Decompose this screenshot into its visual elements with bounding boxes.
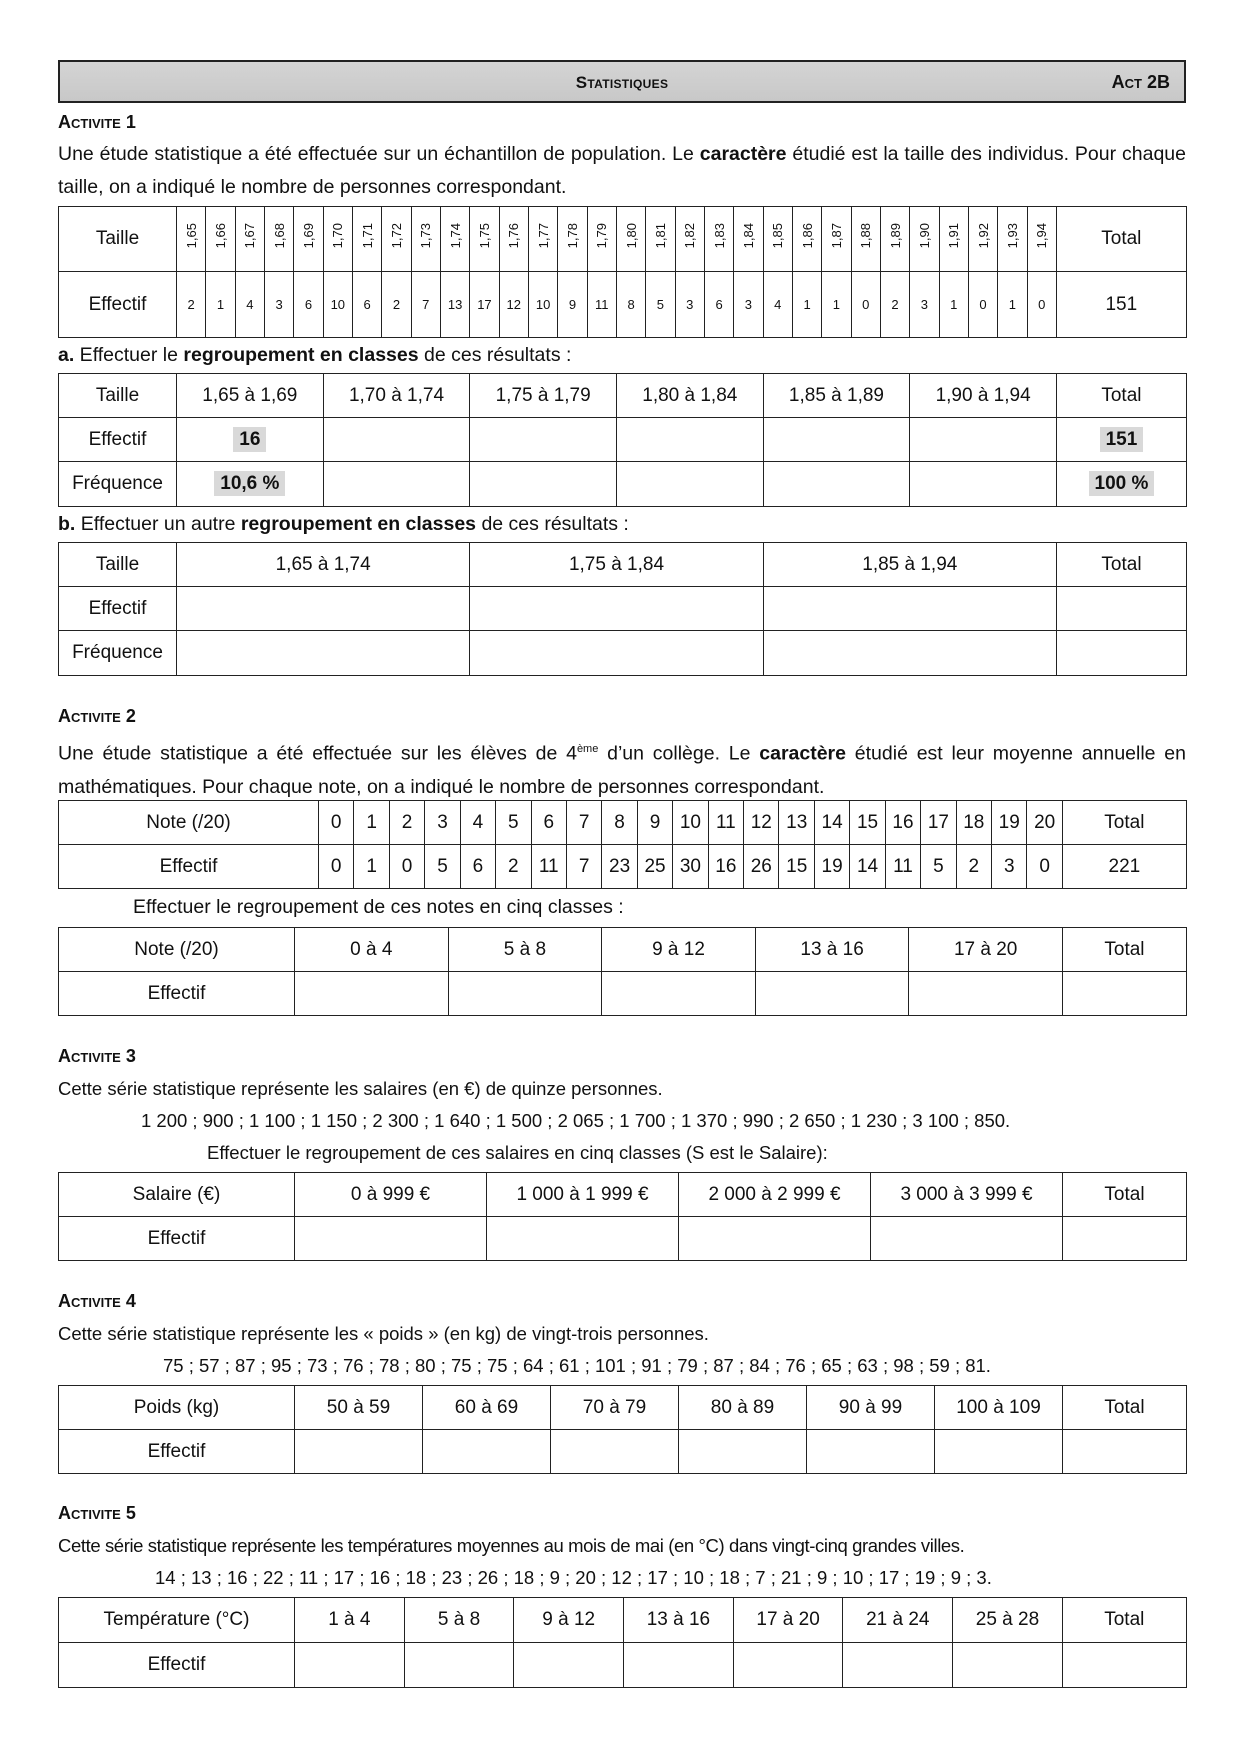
total-header: Total [1063, 1173, 1187, 1217]
column-header: 1,90 à 1,94 [910, 374, 1057, 418]
a1-intro: Une étude statistique a été effectuée sur un échantillon de population. Le caractère étudié est la taille des individus. Pour chaque taille, on a indiqué le nombre de personnes correspondant. [58, 143, 1186, 198]
answer-cell[interactable] [679, 1217, 871, 1261]
column-header: 7 [566, 801, 601, 845]
answer-cell[interactable] [323, 462, 470, 507]
value-cell: 14 [850, 845, 885, 889]
value-cell: 23 [602, 845, 637, 889]
column-header: 4 [460, 801, 495, 845]
value-cell: 3 [675, 272, 704, 338]
answer-cell[interactable] [616, 418, 763, 462]
column-header [822, 207, 851, 272]
column-header: 1,65 [183, 223, 199, 249]
column-header [206, 207, 235, 272]
value-cell: 6 [704, 272, 733, 338]
column-header [323, 207, 352, 272]
answer-cell[interactable] [470, 631, 763, 676]
column-header [499, 207, 528, 272]
column-header: 13 à 16 [755, 928, 909, 972]
column-header: 0 à 999 € [295, 1173, 487, 1217]
answer-cell[interactable] [487, 1217, 679, 1261]
a3-intro: Cette série statistique représente les salaires (en €) de quinze personnes. [58, 1078, 663, 1099]
column-header [939, 207, 968, 272]
answer-cell[interactable] [423, 1430, 551, 1474]
a2-intro: Une étude statistique a été effectuée sur les élèves de 4ème d’un collège. Le caractère étudié est leur moyenne annuelle en mathématiques. Pour chaque note, on a indiqué le nombre de personnes correspondant. [58, 742, 1186, 798]
column-header: 1,65 à 1,74 [177, 543, 470, 587]
value-cell: 26 [744, 845, 779, 889]
value-cell: 19 [814, 845, 849, 889]
column-header: 21 à 24 [843, 1598, 953, 1643]
answer-cell[interactable] [295, 1217, 487, 1261]
a4-table [58, 1385, 1187, 1474]
column-header: 15 [850, 801, 885, 845]
answer-cell[interactable] [871, 1217, 1063, 1261]
column-header [910, 207, 939, 272]
answer-cell[interactable] [295, 1643, 405, 1688]
value-cell: 12 [499, 272, 528, 338]
column-header: 1,65 à 1,69 [177, 374, 324, 418]
value-cell: 5 [425, 845, 460, 889]
column-header: 1 [354, 801, 389, 845]
column-header: 19 [992, 801, 1027, 845]
answer-cell[interactable] [807, 1430, 935, 1474]
column-header: 17 [921, 801, 956, 845]
column-header: 1,91 [946, 223, 962, 249]
column-header [440, 207, 469, 272]
column-header: 9 [637, 801, 672, 845]
row-label: Taille [59, 374, 177, 418]
heading-activite-5: Activite 5 [58, 1503, 136, 1523]
value-cell: 16 [708, 845, 743, 889]
column-header [646, 207, 675, 272]
value-cell: 17 [470, 272, 499, 338]
answer-cell[interactable] [624, 1643, 734, 1688]
row-label: Effectif [59, 272, 177, 338]
a2-raw-table [58, 800, 1187, 889]
column-header: 60 à 69 [423, 1386, 551, 1430]
column-header: 1,69 [300, 223, 316, 249]
value-cell: 2 [496, 845, 531, 889]
column-header: 10 [673, 801, 708, 845]
column-header: 14 [814, 801, 849, 845]
value-cell: 25 [637, 845, 672, 889]
column-header [528, 207, 557, 272]
column-header: 13 à 16 [624, 1598, 734, 1643]
answer-cell[interactable] [1056, 587, 1186, 631]
answer-cell[interactable] [1063, 1430, 1187, 1474]
column-header: 18 [956, 801, 991, 845]
answer-cell[interactable] [763, 587, 1056, 631]
a4-series: 75 ; 57 ; 87 ; 95 ; 73 ; 76 ; 78 ; 80 ; 75 ; 75 ; 64 ; 61 ; 101 ; 91 ; 79 ; 87 ; 84 ; 76 ; 65 ; 63 ; 98 ; 59 ; 81. [163, 1355, 991, 1376]
row-label: Température (°C) [59, 1598, 295, 1643]
value-cell: 6 [294, 272, 323, 338]
column-header: 1,67 [242, 223, 258, 249]
value-cell: 5 [921, 845, 956, 889]
value-cell: 30 [673, 845, 708, 889]
column-header: 1,80 à 1,84 [616, 374, 763, 418]
column-header: 25 à 28 [953, 1598, 1063, 1643]
answer-cell[interactable] [953, 1643, 1063, 1688]
column-header: 1,79 [594, 223, 610, 249]
total-header: Total [1056, 207, 1186, 272]
row-label: Effectif [59, 587, 177, 631]
value-cell: 4 [235, 272, 264, 338]
column-header [763, 207, 792, 272]
value-cell: 2 [956, 845, 991, 889]
value-cell: 0 [1027, 845, 1062, 889]
answer-cell[interactable] [733, 1643, 843, 1688]
column-header: 5 [496, 801, 531, 845]
heading-activite-3: Activite 3 [58, 1046, 136, 1066]
column-header: 5 à 8 [448, 928, 602, 972]
column-header: 2 000 à 2 999 € [679, 1173, 871, 1217]
heading-activite-2: Activite 2 [58, 706, 136, 726]
row-label: Taille [59, 543, 177, 587]
effectif-value [177, 418, 324, 462]
value-cell: 9 [558, 272, 587, 338]
column-header: 1,81 [652, 223, 668, 249]
column-header: 9 à 12 [602, 928, 756, 972]
heading-activite-1: Activite 1 [58, 112, 136, 132]
value-cell: 1 [354, 845, 389, 889]
column-header [1027, 207, 1056, 272]
header-bar [58, 60, 1186, 103]
column-header [851, 207, 880, 272]
value-cell: 10 [528, 272, 557, 338]
row-label: Effectif [59, 845, 319, 889]
a3-instruction: Effectuer le regroupement de ces salaires en cinq classes (S est le Salaire): [207, 1142, 828, 1163]
a5-intro: Cette série statistique représente les températures moyennes au mois de mai (en °C) dans vingt-cinq grandes villes. [58, 1535, 965, 1556]
answer-cell[interactable] [843, 1643, 953, 1688]
column-header: 1,86 [799, 223, 815, 249]
answer-cell[interactable] [295, 972, 449, 1016]
frequence-total: 100 % [1089, 471, 1155, 496]
column-header: 50 à 59 [295, 1386, 423, 1430]
answer-cell[interactable] [295, 1430, 423, 1474]
total-header: Total [1062, 801, 1186, 845]
row-label: Effectif [59, 972, 295, 1016]
column-header: 5 à 8 [404, 1598, 514, 1643]
value-cell: 3 [734, 272, 763, 338]
value-cell: 7 [566, 845, 601, 889]
answer-cell[interactable] [602, 972, 756, 1016]
value-cell: 4 [763, 272, 792, 338]
column-header [470, 207, 499, 272]
column-header: 3 [425, 801, 460, 845]
column-header [998, 207, 1027, 272]
column-header: 0 [319, 801, 354, 845]
column-header: 3 000 à 3 999 € [871, 1173, 1063, 1217]
column-header [235, 207, 264, 272]
column-header: 9 à 12 [514, 1598, 624, 1643]
column-header: 80 à 89 [679, 1386, 807, 1430]
answer-cell[interactable] [177, 631, 470, 676]
column-header: 16 [885, 801, 920, 845]
value-cell: 1 [998, 272, 1027, 338]
column-header: 1,71 [359, 223, 375, 249]
column-header: 11 [708, 801, 743, 845]
column-header: 6 [531, 801, 566, 845]
column-header: 1,92 [975, 223, 991, 249]
row-label: Effectif [59, 1643, 295, 1688]
value-cell: 11 [531, 845, 566, 889]
value-cell: 10 [323, 272, 352, 338]
heading-activite-4: Activite 4 [58, 1291, 136, 1311]
column-header: 1,82 [682, 223, 698, 249]
column-header: 1,88 [858, 223, 874, 249]
column-header [792, 207, 821, 272]
answer-cell[interactable] [763, 418, 910, 462]
answer-cell[interactable] [616, 462, 763, 507]
a1-raw-table [58, 206, 1187, 338]
answer-cell[interactable] [1063, 1217, 1187, 1261]
frequence-value: 10,6 % [214, 471, 285, 496]
column-header: 90 à 99 [807, 1386, 935, 1430]
answer-cell[interactable] [763, 631, 1056, 676]
row-label: Note (/20) [59, 928, 295, 972]
column-header: 1,74 [447, 223, 463, 249]
value-cell: 3 [264, 272, 293, 338]
value-cell: 15 [779, 845, 814, 889]
a3-series: 1 200 ; 900 ; 1 100 ; 1 150 ; 2 300 ; 1 640 ; 1 500 ; 2 065 ; 1 700 ; 1 370 ; 990 ; 2 650 ; 1 230 ; 3 100 ; 850. [141, 1110, 1011, 1131]
column-header [675, 207, 704, 272]
column-header [264, 207, 293, 272]
value-cell: 0 [389, 845, 424, 889]
column-header: 20 [1027, 801, 1062, 845]
column-header: 1,70 à 1,74 [323, 374, 470, 418]
a2-classes-table [58, 927, 1187, 1016]
column-header: 1,80 [623, 223, 639, 249]
a1-question-a: a. Effectuer le regroupement en classes de ces résultats : [58, 344, 572, 366]
column-header [616, 207, 645, 272]
row-label: Salaire (€) [59, 1173, 295, 1217]
value-cell: 11 [587, 272, 616, 338]
column-header [880, 207, 909, 272]
column-header: 1,76 [506, 223, 522, 249]
column-header: 12 [744, 801, 779, 845]
column-header: 1,75 à 1,84 [470, 543, 763, 587]
value-cell: 1 [822, 272, 851, 338]
answer-cell[interactable] [470, 587, 763, 631]
value-cell: 0 [319, 845, 354, 889]
a5-series: 14 ; 13 ; 16 ; 22 ; 11 ; 17 ; 16 ; 18 ; 23 ; 26 ; 18 ; 9 ; 20 ; 12 ; 17 ; 10 ; 18 ; 7 ; 21 ; 9 ; 10 ; 17 ; 19 ; 9 ; 3. [155, 1567, 992, 1588]
page-title: Statistiques [575, 73, 669, 92]
column-header: 1,70 [330, 223, 346, 249]
a1-question-b: b. Effectuer un autre regroupement en classes de ces résultats : [58, 513, 629, 535]
value-cell: 2 [177, 272, 206, 338]
column-header: 1 à 4 [295, 1598, 405, 1643]
value-cell: 2 [382, 272, 411, 338]
column-header [294, 207, 323, 272]
value-cell: 3 [910, 272, 939, 338]
row-label: Effectif [59, 418, 177, 462]
value-cell: 1 [939, 272, 968, 338]
column-header: 70 à 79 [551, 1386, 679, 1430]
column-header: 17 à 20 [909, 928, 1063, 972]
total-header: Total [1056, 374, 1186, 418]
column-header: 1,83 [711, 223, 727, 249]
value-cell: 11 [885, 845, 920, 889]
value-cell: 5 [646, 272, 675, 338]
column-header: 1,94 [1034, 223, 1050, 249]
value-cell: 6 [352, 272, 381, 338]
column-header: 2 [389, 801, 424, 845]
column-header: 1,78 [564, 223, 580, 249]
activity-code: Act 2B [1111, 72, 1170, 92]
a3-table [58, 1172, 1187, 1261]
answer-cell[interactable] [470, 418, 617, 462]
column-header: 1,73 [418, 223, 434, 249]
row-label: Effectif [59, 1430, 295, 1474]
answer-cell[interactable] [448, 972, 602, 1016]
column-header: 1,90 [916, 223, 932, 249]
column-header: 1,75 [476, 223, 492, 249]
value-cell: 0 [968, 272, 997, 338]
answer-cell[interactable] [470, 462, 617, 507]
answer-cell[interactable] [1062, 972, 1186, 1016]
value-cell: 6 [460, 845, 495, 889]
total-value: 221 [1062, 845, 1186, 889]
answer-cell[interactable] [755, 972, 909, 1016]
column-header: 100 à 109 [935, 1386, 1063, 1430]
column-header [352, 207, 381, 272]
column-header: 1 000 à 1 999 € [487, 1173, 679, 1217]
answer-cell[interactable] [909, 972, 1063, 1016]
value-cell: 0 [851, 272, 880, 338]
answer-cell[interactable] [1062, 1643, 1186, 1688]
column-header [411, 207, 440, 272]
row-label: Fréquence [59, 462, 177, 507]
a2-instruction: Effectuer le regroupement de ces notes en cinq classes : [133, 896, 624, 918]
column-header [968, 207, 997, 272]
effectif-value: 16 [233, 427, 266, 452]
a4-intro: Cette série statistique représente les « poids » (en kg) de vingt-trois personnes. [58, 1323, 709, 1344]
row-label: Poids (kg) [59, 1386, 295, 1430]
total-header: Total [1056, 543, 1186, 587]
column-header: 8 [602, 801, 637, 845]
value-cell: 13 [440, 272, 469, 338]
a1-table-b [58, 542, 1187, 676]
frequence-value [177, 462, 324, 507]
frequence-total [1056, 462, 1186, 507]
value-cell: 1 [792, 272, 821, 338]
value-cell: 3 [992, 845, 1027, 889]
answer-cell[interactable] [910, 418, 1057, 462]
column-header: 0 à 4 [295, 928, 449, 972]
column-header [558, 207, 587, 272]
column-header: 1,93 [1004, 223, 1020, 249]
answer-cell[interactable] [763, 462, 910, 507]
effectif-total: 151 [1100, 427, 1144, 452]
effectif-total [1056, 418, 1186, 462]
answer-cell[interactable] [177, 587, 470, 631]
column-header: 13 [779, 801, 814, 845]
answer-cell[interactable] [910, 462, 1057, 507]
answer-cell[interactable] [935, 1430, 1063, 1474]
row-label: Taille [59, 207, 177, 272]
value-cell: 2 [880, 272, 909, 338]
column-header: 17 à 20 [733, 1598, 843, 1643]
column-header [177, 207, 206, 272]
value-cell: 7 [411, 272, 440, 338]
answer-cell[interactable] [679, 1430, 807, 1474]
column-header: 1,75 à 1,79 [470, 374, 617, 418]
answer-cell[interactable] [551, 1430, 679, 1474]
answer-cell[interactable] [1056, 631, 1186, 676]
answer-cell[interactable] [404, 1643, 514, 1688]
row-label: Effectif [59, 1217, 295, 1261]
column-header [587, 207, 616, 272]
a1-table-a [58, 373, 1187, 507]
column-header: 1,84 [740, 223, 756, 249]
column-header: 1,85 [770, 223, 786, 249]
column-header [704, 207, 733, 272]
a5-table [58, 1597, 1187, 1688]
column-header: 1,87 [828, 223, 844, 249]
column-header: 1,85 à 1,89 [763, 374, 910, 418]
column-header [734, 207, 763, 272]
row-label: Fréquence [59, 631, 177, 676]
column-header: 1,72 [388, 223, 404, 249]
answer-cell[interactable] [514, 1643, 624, 1688]
value-cell: 1 [206, 272, 235, 338]
row-label: Note (/20) [59, 801, 319, 845]
column-header: 1,89 [887, 223, 903, 249]
total-header: Total [1063, 1386, 1187, 1430]
answer-cell[interactable] [323, 418, 470, 462]
column-header: 1,66 [212, 223, 228, 249]
column-header [382, 207, 411, 272]
column-header: 1,85 à 1,94 [763, 543, 1056, 587]
column-header: 1,77 [535, 223, 551, 249]
total-header: Total [1062, 1598, 1186, 1643]
column-header: 1,68 [271, 223, 287, 249]
total-header: Total [1062, 928, 1186, 972]
value-cell: 8 [616, 272, 645, 338]
total-value: 151 [1056, 272, 1186, 338]
value-cell: 0 [1027, 272, 1056, 338]
